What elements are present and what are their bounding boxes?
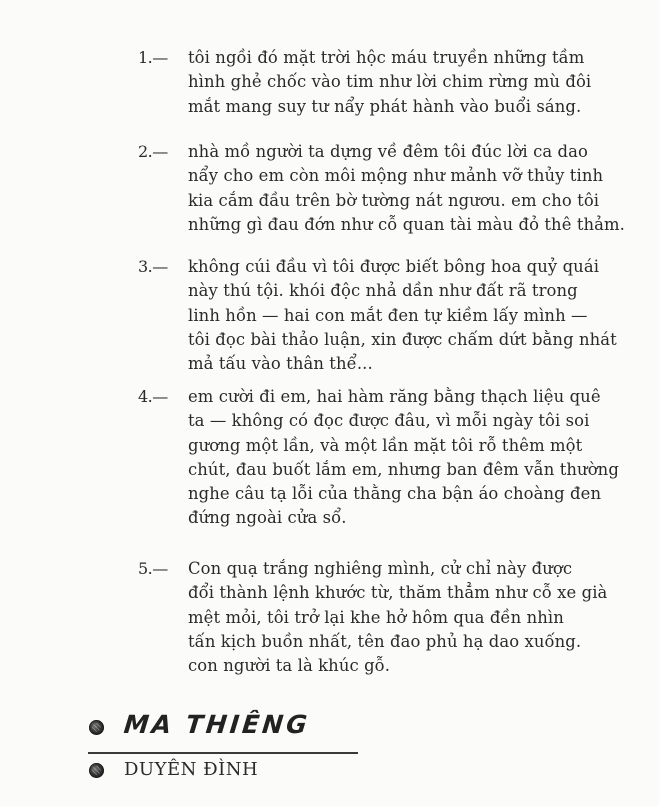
poem-line: hình ghẻ chốc vào tim như lời chim rừng mù đôi: [188, 72, 592, 92]
poem-line: chút, đau buốt lắm em, nhưng ban đêm vẫn thường: [188, 459, 619, 479]
poem-title: MA THIÊNG: [122, 710, 312, 739]
poem-line: tôi ngồi đó mặt trời hộc máu truyền những tầm: [188, 48, 585, 67]
poem-line: không cúi đầu vì tôi được biết bông hoa quỷ quái: [188, 257, 600, 276]
stanza-number: 4.—: [138, 387, 168, 406]
stanza-2: [138, 140, 638, 237]
poem-line: gương một lần, và một lần mặt tôi rỗ thêm một: [188, 435, 583, 455]
poem-line: tôi đọc bài thảo luận, xin được chấm dứt bằng nhát: [188, 329, 617, 349]
poem-line: này thú tội. khói độc nhả dần như đất rã trong: [188, 281, 578, 301]
poem-line: mả tấu vào thân thể...: [188, 354, 373, 374]
poem-line: nẩy cho em còn môi mộng như mảnh vỡ thủy tinh: [188, 166, 604, 186]
poem-line: con người ta là khúc gỗ.: [188, 656, 391, 676]
poem-line: mệt mỏi, tôi trở lại khe hở hôm qua đền nhìn: [188, 607, 564, 627]
poem-line: Con quạ trắng nghiêng mình, cử chỉ này được: [188, 559, 573, 578]
stanza-lines: [188, 140, 638, 237]
author-name: DUYÊN ĐÌNH: [124, 759, 259, 780]
stanza-3: [138, 255, 638, 376]
stanza-4: [138, 385, 638, 531]
poem-line: những gì đau đớn như cỗ quan tài màu đỏ thê thảm.: [188, 214, 625, 234]
stanza-lines: [188, 255, 638, 376]
stanza-number: 3.—: [138, 257, 168, 276]
stanza-lines: [188, 46, 638, 119]
ornament-bullet-icon: [89, 763, 104, 778]
poem-line: nghe câu tạ lỗi của thằng cha bận áo choàng đen: [188, 484, 602, 504]
poem-line: em cười đi em, hai hàm răng bằng thạch liệu quê: [188, 387, 601, 406]
poem-line: đứng ngoài cửa sổ.: [188, 508, 347, 528]
poem-line: nhà mồ người ta dựng về đêm tôi đúc lời ca dao: [188, 142, 588, 161]
poem-line: đổi thành lệnh khước từ, thăm thẳm như cỗ xe già: [188, 583, 608, 603]
stanza-lines: [188, 385, 638, 531]
stanza-number: 2.—: [138, 142, 168, 161]
stanza-number: 1.—: [138, 48, 168, 67]
stanza-number: 5.—: [138, 559, 168, 578]
poem-line: linh hồn — hai con mắt đen tự kiềm lấy mình —: [188, 305, 588, 325]
ornament-bullet-icon: [89, 720, 104, 735]
divider: [88, 752, 358, 754]
stanza-5: [138, 557, 638, 678]
stanza-lines: [188, 557, 638, 678]
poem-line: tấn kịch buồn nhất, tên đao phủ hạ dao xuống.: [188, 631, 582, 651]
poem-line: kia cắm đầu trên bờ tường nát ngươu. em cho tôi: [188, 190, 600, 210]
poem-line: ta — không có đọc được đâu, vì mỗi ngày tôi soi: [188, 411, 590, 431]
poem-line: mắt mang suy tư nẩy phát hành vào buổi sáng.: [188, 96, 582, 116]
stanza-1: [138, 46, 638, 119]
